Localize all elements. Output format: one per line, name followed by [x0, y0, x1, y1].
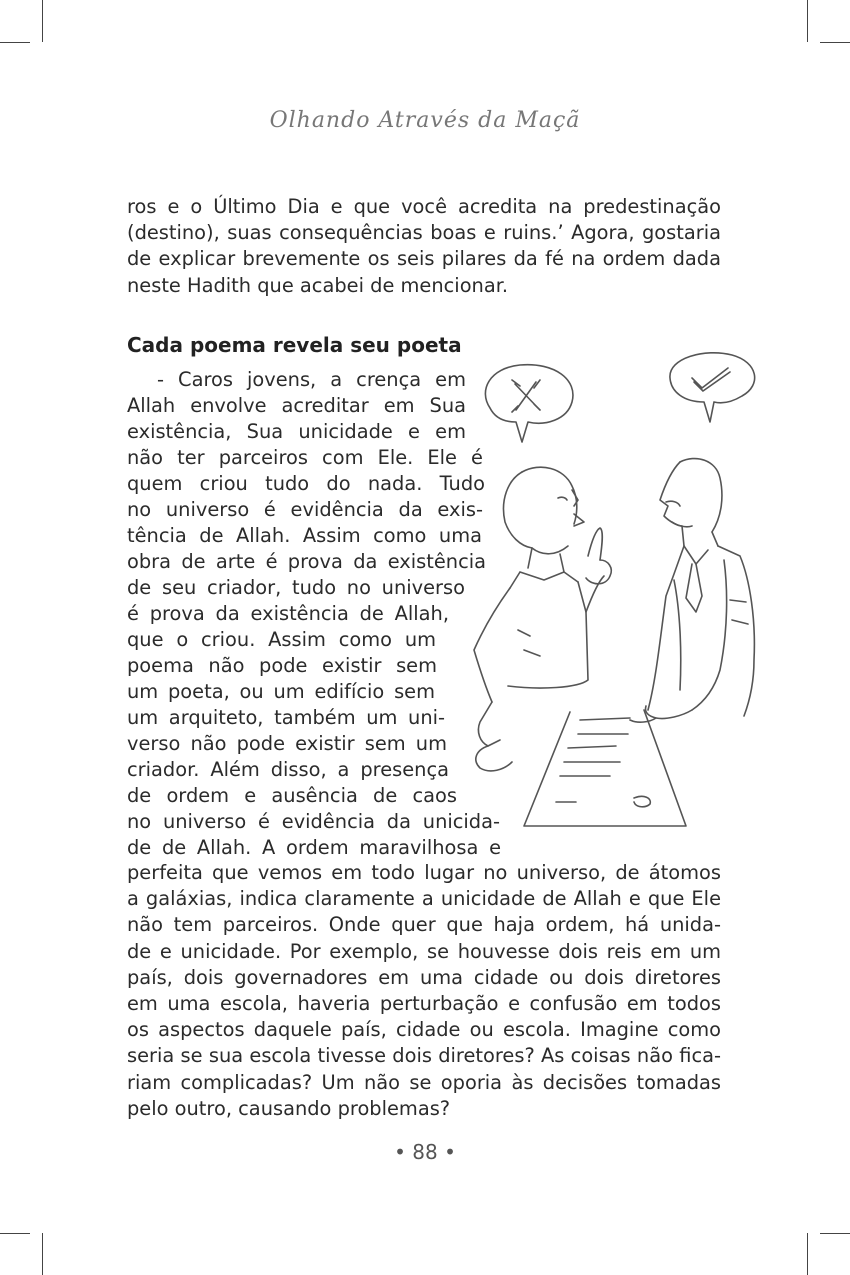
text-line: que o criou. Assim como um [127, 628, 436, 651]
check-bubble-icon [670, 353, 755, 422]
cross-bubble-icon [485, 365, 573, 442]
crop-mark [807, 1233, 808, 1275]
text-line: de e unicidade. Por exemplo, se houvesse dois reis em um [127, 939, 721, 963]
section-heading: Cada poema revela seu poeta [127, 333, 462, 357]
text-line: no universo é evidência da unicida- [127, 810, 500, 833]
text-line: verso não pode existir sem um [127, 732, 447, 755]
crop-mark [42, 0, 43, 42]
running-title: Olhando Através da Maçã [269, 108, 581, 133]
intro-paragraph [127, 194, 721, 299]
text-line: não ter parceiros com Ele. Ele é [127, 446, 483, 469]
crop-mark [0, 42, 30, 43]
text-line: existência, Sua unicidade e em [127, 420, 466, 443]
text-line: de ordem e ausência de caos [127, 784, 457, 807]
text-line: Allah envolve acreditar em Sua [127, 394, 466, 417]
text-line: de seu criador, tudo no universo [127, 576, 465, 599]
text-line: seria se sua escola tivesse dois diretores? As coisas não fica- [127, 1044, 721, 1068]
crop-mark [42, 1233, 43, 1275]
text-line: tência de Allah. Assim como uma [127, 524, 482, 547]
text-line: de de Allah. A ordem maravilhosa e [127, 836, 501, 859]
crop-mark [807, 0, 808, 42]
text-line: pelo outro, causando problemas? [127, 1096, 451, 1120]
crop-mark [0, 1233, 30, 1234]
two-men-debating-illustration [460, 350, 760, 830]
text-line: de explicar brevemente os seis pilares da fé na ordem dada [127, 247, 721, 271]
page-number: • 88 • [394, 1140, 456, 1164]
text-line: obra de arte é prova da existência [127, 550, 486, 573]
text-line: poema não pode existir sem [127, 654, 437, 677]
text-line: - Caros jovens, a crença em [157, 368, 466, 391]
text-line: não tem parceiros. Onde quer que haja ordem, há unida- [127, 913, 721, 937]
crop-mark [820, 42, 850, 43]
crop-mark [820, 1233, 850, 1234]
text-line: ros e o Último Dia e que você acredita na predestinação [127, 195, 721, 218]
text-line: um arquiteto, também um uni- [127, 706, 445, 729]
text-line: em uma escola, haveria perturbação e confusão em todos [127, 992, 721, 1016]
text-line: é prova da existência de Allah, [127, 602, 449, 625]
text-line: país, dois governadores em uma cidade ou dois diretores [127, 965, 721, 989]
text-line: os aspectos daquele país, cidade ou escola. Imagine como [127, 1018, 721, 1042]
text-line: a galáxias, indica claramente a unicidade de Allah e que Ele [127, 887, 721, 911]
continued-paragraph [127, 860, 721, 1122]
text-line: riam complicadas? Um não se oporia às decisões tomadas [127, 1070, 721, 1094]
text-line: quem criou tudo do nada. Tudo [127, 472, 485, 495]
text-line: neste Hadith que acabei de mencionar. [127, 273, 509, 297]
text-line: perfeita que vemos em todo lugar no universo, de átomos [127, 861, 721, 884]
text-line: (destino), suas consequências boas e ruins.’ Agora, gostaria [127, 221, 721, 245]
right-man-figure [630, 459, 754, 723]
text-line: criador. Além disso, a presença [127, 758, 449, 781]
desk-with-papers [524, 710, 686, 826]
text-line: no universo é evidência da exis- [127, 498, 483, 521]
text-line: um poeta, ou um edifício sem [127, 680, 435, 703]
left-man-figure [474, 467, 611, 771]
